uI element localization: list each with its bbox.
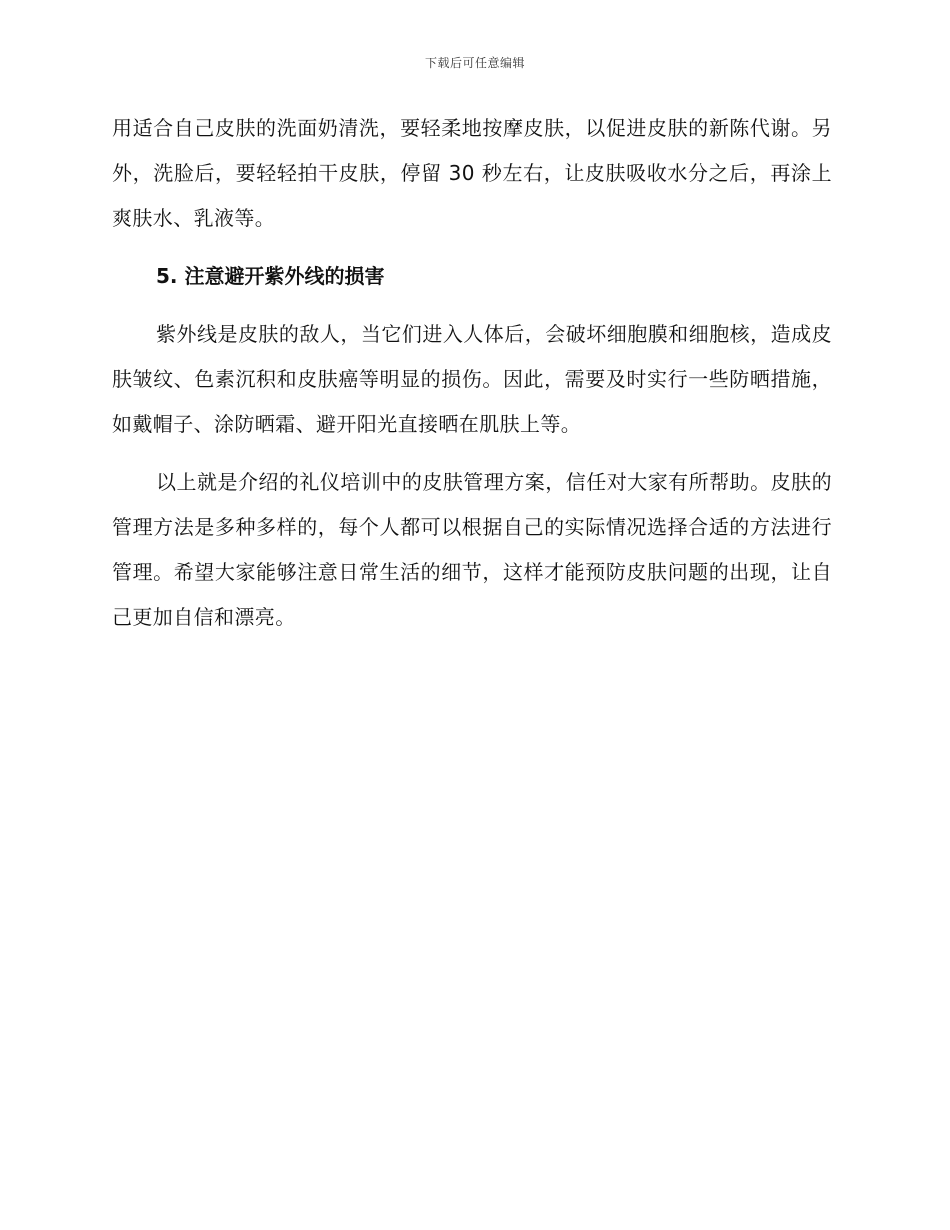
paragraph-cleansing-continued: 用适合自己皮肤的洗面奶清洗，要轻柔地按摩皮肤，以促进皮肤的新陈代谢。另外，洗脸后，要轻轻拍干皮肤，停留 30 秒左右，让皮肤吸收水分之后，再涂上爽肤水、乳液等。 <box>112 116 832 230</box>
document-body <box>112 106 832 653</box>
paragraph-conclusion: 以上就是介绍的礼仪培训中的皮肤管理方案，信任对大家有所帮助。皮肤的管理方法是多种多样的，每个人都可以根据自己的实际情况选择合适的方法进行管理。希望大家能够注意日常生活的细节，这样才能预防皮肤问题的出现，让自己更加自信和漂亮。 <box>112 470 832 629</box>
section-heading-uv-protection: 5. 注意避开紫外线的损害 <box>156 264 385 288</box>
page-header-note: 下载后可任意编辑 <box>424 56 525 70</box>
paragraph-uv-damage: 紫外线是皮肤的敌人，当它们进入人体后，会破坏细胞膜和细胞核，造成皮肤皱纹、色素沉积和皮肤癌等明显的损伤。因此，需要及时实行一些防晒措施，如戴帽子、涂防晒霜、避开阳光直接晒在肌肤上等。 <box>112 322 832 436</box>
